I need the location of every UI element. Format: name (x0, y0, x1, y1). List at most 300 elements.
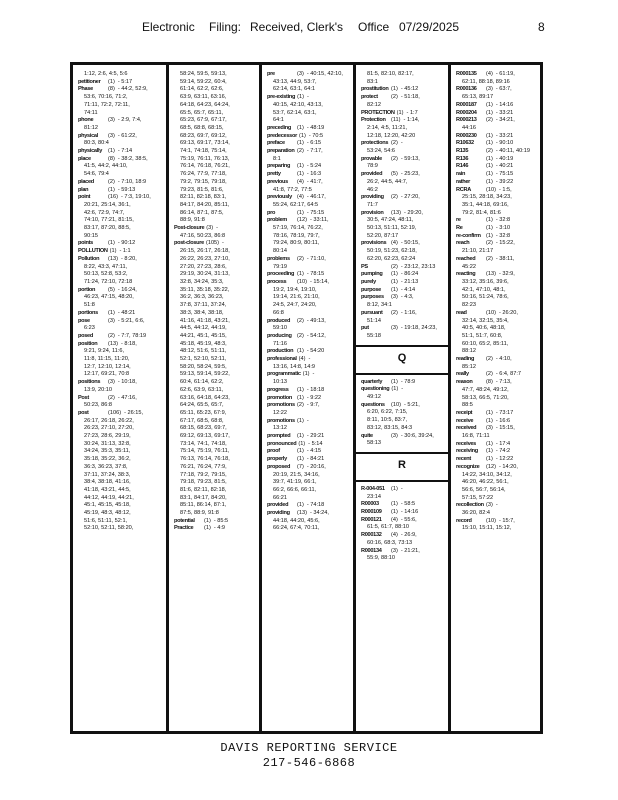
page-line-refs: 78:9 (404, 378, 416, 385)
page-line-refs: 48:19 (310, 124, 325, 131)
filing-header (0, 20, 618, 40)
page-line-refs: 23:14 (367, 493, 381, 500)
index-entry-continuation (174, 117, 257, 125)
index-entry (267, 171, 351, 179)
page-line-refs: 16:3 (310, 171, 322, 178)
index-entry (361, 240, 446, 248)
page-line-refs: 16:24, (121, 286, 137, 293)
index-entry-continuation (78, 448, 164, 456)
dash-separator: - (117, 78, 122, 85)
dash-separator: - (400, 509, 405, 516)
index-count: (1) (486, 171, 493, 178)
index-count: (10) (486, 517, 496, 524)
page-line-refs: 42:1, 47:10, 48:1, (462, 286, 506, 293)
dash-separator: - (120, 340, 125, 347)
index-count: (2) (108, 178, 115, 185)
index-entry-continuation (174, 140, 257, 148)
dash-separator: - (495, 356, 500, 363)
page-line-refs: 54:6, 79:4 (84, 171, 109, 178)
index-entry-continuation (361, 202, 446, 210)
index-entry (361, 433, 446, 441)
page-line-refs: 9:21, 9:24, 11:6, (84, 348, 125, 355)
index-term: promotion (267, 394, 292, 401)
page-line-refs: 4:9 (217, 525, 226, 532)
dash-separator: - (117, 309, 122, 316)
page-line-refs: 59:13, 59:14, 59:22, (180, 371, 230, 378)
page-line-refs: 83:1 (367, 78, 378, 85)
page-line-refs: 88:9, 91:8 (180, 217, 205, 224)
index-entry-continuation (78, 518, 164, 526)
index-entry (174, 225, 257, 233)
index-entry-continuation (174, 371, 257, 379)
index-entry (267, 318, 351, 326)
page-line-refs: 86:24 (404, 271, 419, 278)
page-line-refs: 82:11, 82:18, 83:1, (180, 194, 227, 201)
index-count: (2) (297, 332, 304, 339)
index-entry-continuation (456, 248, 538, 256)
page-line-refs: 11:8, 11:15, 11:20, (84, 356, 130, 363)
index-count: (1) (486, 163, 493, 170)
index-entry-continuation (456, 94, 538, 102)
index-term: proceeding (267, 271, 295, 278)
dash-separator: - (117, 394, 122, 401)
page-line-refs: 26:15, (127, 409, 144, 416)
page-line-refs: 63:16, 64:18, 64:23, (180, 394, 230, 401)
page-line-refs: 7:10, 18:9 (121, 178, 147, 185)
page-line-refs: 62:20, 62:23, 62:24 (367, 255, 416, 262)
index-term: post-closure (174, 240, 204, 247)
page-line-refs: 21:10, 21:17 (462, 248, 494, 255)
page-line-refs: 40:15, 42:10, 43:13, (273, 101, 323, 108)
dash-separator: - (306, 255, 311, 262)
page-line-refs: 54:20 (310, 348, 325, 355)
index-count: (2) (391, 94, 398, 101)
index-count: (3) (108, 379, 115, 386)
index-entry-continuation (174, 271, 257, 279)
page-number: 8 (538, 20, 545, 34)
page-line-refs: 23:12, 23:13 (404, 263, 436, 270)
dash-separator: - (306, 171, 311, 178)
index-term: receive (456, 417, 474, 424)
dash-separator: - (117, 86, 122, 93)
index-entry-continuation (174, 364, 257, 372)
dash-separator: - (495, 148, 500, 155)
index-column-3 (259, 65, 353, 731)
page-line-refs: 34:21, (499, 117, 515, 124)
index-entry-continuation (78, 171, 164, 179)
page-line-refs: 38:2, 38:5, (121, 155, 148, 162)
page-line-refs: 7:3, 19:10, (124, 194, 151, 201)
index-entry (267, 456, 351, 464)
page-line-refs: 24:5, 24:7, 24:20, (273, 302, 317, 309)
index-entry-continuation (456, 495, 538, 503)
index-count: (3) (391, 547, 398, 554)
dash-separator: - (400, 94, 405, 101)
index-entry-continuation (456, 510, 538, 518)
page-line-refs: 44:5, 44:12, 44:19, (180, 325, 227, 332)
index-entry-continuation (78, 217, 164, 225)
index-entry (267, 133, 351, 141)
index-entry (456, 140, 538, 148)
page-line-refs: 65:23, 67:9, 67:17, (180, 117, 227, 124)
index-entry (267, 140, 351, 148)
page-line-refs: 35:1, 44:18, 69:16, (462, 201, 509, 208)
index-count: (1) (486, 225, 493, 232)
index-entry-continuation (78, 233, 164, 241)
page-line-refs: 14:16 (404, 509, 419, 516)
header-label-office: Office (358, 20, 390, 34)
index-term: previously (267, 194, 292, 201)
page-line-refs: 15:15, (499, 425, 515, 432)
index-entry-continuation (78, 125, 164, 133)
index-count: (10) (486, 186, 496, 193)
index-entry (456, 464, 538, 472)
index-entry-continuation (456, 210, 538, 218)
index-entry (361, 171, 446, 179)
page-line-refs: 64:24, 65:5, 65:7, (180, 402, 224, 409)
index-entry (361, 264, 446, 272)
index-term: Post-closure (174, 225, 205, 232)
page-line-refs: 44:12, 44:19, 44:21, (84, 494, 134, 501)
page-line-refs: 4:14 (404, 286, 416, 293)
dash-separator: - (400, 171, 405, 178)
dash-separator: - (495, 255, 500, 262)
page-line-refs: 66:24, 67:4, 70:11, (273, 525, 320, 532)
page-line-refs: 15:7, (502, 517, 515, 524)
index-term: provided (267, 502, 289, 509)
page-line-refs: 50:15, (404, 240, 420, 247)
index-entry-continuation (174, 256, 257, 264)
index-entry (78, 341, 164, 349)
index-entry-continuation (361, 318, 446, 326)
index-entry-continuation (174, 510, 257, 518)
index-entry-continuation (174, 502, 257, 510)
page-line-refs: 29:21 (310, 433, 325, 440)
dash-separator: - (306, 71, 311, 77)
index-term: R000187 (456, 101, 477, 108)
dash-separator: - (312, 371, 315, 378)
page-line-refs: 50:19, 51:23, 62:18, (367, 248, 417, 255)
index-entry-continuation (456, 479, 538, 487)
header-label-received: Received, Clerk's (250, 20, 343, 34)
index-entry-continuation (174, 248, 257, 256)
index-term: place (78, 155, 91, 162)
dash-separator: - (117, 132, 122, 139)
page-line-refs: 43:13, 44:9, 53:7, (273, 78, 317, 85)
index-term: preparation (267, 148, 295, 155)
index-entry-continuation (267, 379, 351, 387)
dash-separator: - (117, 286, 122, 293)
page-line-refs: 61:5, 61:7, 88:10 (367, 524, 409, 531)
index-entry (78, 379, 164, 387)
index-term: R146 (456, 163, 469, 170)
index-term: quarterly (361, 378, 383, 385)
page-line-refs: 62:11, 88:18, 89:16 (462, 78, 510, 85)
page-line-refs: 61:19, (499, 71, 515, 77)
dash-separator: - (309, 278, 314, 285)
index-term: portion (78, 286, 96, 293)
index-entry (267, 125, 351, 133)
index-column-2 (166, 65, 259, 731)
index-entry-continuation (78, 464, 164, 472)
index-entry-continuation (267, 518, 351, 526)
index-count: (1) (391, 286, 398, 293)
index-term: R000230 (456, 132, 477, 139)
index-entry-continuation (174, 110, 257, 118)
index-count: (13) (108, 340, 118, 347)
page-line-refs: 20:16, (310, 463, 326, 470)
index-count: (2) (486, 148, 493, 155)
index-entry (267, 256, 351, 264)
index-entry-continuation (78, 163, 164, 171)
index-entry (456, 418, 538, 426)
index-entry-continuation (174, 102, 257, 110)
index-term: Pollution (78, 255, 100, 262)
dash-separator: - (306, 209, 311, 216)
index-count: (1) (391, 378, 398, 385)
dash-separator: - (498, 271, 503, 278)
index-entry-continuation (456, 264, 538, 272)
page-line-refs: 26:23, 27:10, 27:20, (84, 425, 134, 432)
index-term: recollection (456, 502, 484, 509)
index-entry-continuation (174, 171, 257, 179)
page-line-refs: 79:24, 80:9, 80:11, (273, 240, 320, 247)
index-entry (456, 71, 538, 79)
index-term: potential (174, 517, 195, 524)
page-line-refs: 27:20, (404, 194, 420, 201)
index-entry-continuation (267, 525, 351, 533)
index-count: (5) (391, 171, 398, 178)
index-term: position (78, 340, 98, 347)
index-count: (2) (486, 356, 493, 363)
index-term: read (456, 309, 467, 316)
index-entry-continuation (267, 294, 351, 302)
index-count: (2) (486, 255, 493, 262)
index-entry (456, 518, 538, 526)
index-term: recognize (456, 463, 480, 470)
index-count: (3) (391, 432, 398, 439)
page-line-refs: 27:23, 28:6, 29:19, (84, 433, 131, 440)
dash-separator: - (495, 163, 500, 170)
index-entry-continuation (78, 479, 164, 487)
index-term: RCRA (456, 186, 471, 193)
dash-separator: - (498, 186, 503, 193)
page-line-refs: 18:18 (310, 386, 325, 393)
index-term: re-confirm (456, 232, 481, 239)
index-entry (78, 179, 164, 187)
page-line-refs: 88:12 (462, 348, 476, 355)
index-entry-continuation (456, 194, 538, 202)
dash-separator: - (400, 378, 405, 385)
index-term: receiving (456, 448, 478, 455)
index-entry-continuation (267, 302, 351, 310)
index-entry-continuation (456, 387, 538, 395)
index-entry-continuation (174, 356, 257, 364)
index-entry-continuation (361, 102, 446, 110)
page-line-refs: 8:1 (273, 155, 281, 162)
page-line-refs: 51:6, 51:11, 52:1, (84, 517, 128, 524)
index-entry (78, 395, 164, 403)
page-line-refs: 44:21, 45:1, 45:15, (180, 332, 227, 339)
index-count: (10) (391, 401, 401, 408)
index-count: (1) (297, 171, 304, 178)
index-entry (361, 325, 446, 333)
dash-separator: - (498, 463, 503, 470)
index-count: (1) (486, 140, 493, 147)
index-column-5 (448, 65, 540, 731)
dash-separator: - (495, 240, 500, 247)
page-line-refs: 1:16, (404, 309, 417, 316)
page-line-refs: 21:21, (404, 547, 420, 554)
index-entry-continuation (267, 79, 351, 87)
index-entry-continuation (456, 279, 538, 287)
page-line-refs: 85:12 (462, 363, 476, 370)
index-entry-continuation (361, 417, 446, 425)
index-count: (2) (297, 402, 304, 409)
page-line-refs: 5:17 (121, 78, 133, 85)
index-entry-continuation (174, 86, 257, 94)
page-line-refs: 84:21 (310, 456, 325, 463)
index-count: (1) (486, 155, 493, 162)
index-entry-continuation (78, 110, 164, 118)
page-line-refs: 78:16, 78:19, 79:7, (273, 232, 320, 239)
index-count: (1) (297, 386, 304, 393)
dash-separator: - (306, 124, 311, 131)
page-line-refs: 30:6, 39:24, (404, 432, 434, 439)
page-line-refs: 59:13 (121, 186, 136, 193)
index-count: (12) (486, 463, 496, 470)
index-count: (1) (486, 109, 493, 116)
index-entry (361, 86, 446, 94)
page-line-refs: 58:24, 59:5, 59:13, (180, 71, 227, 77)
index-entry-continuation (361, 302, 446, 310)
page-line-refs: 73:14, 74:1, 74:18, (180, 440, 227, 447)
index-entry-continuation (174, 287, 257, 295)
index-count: (1) (108, 240, 115, 247)
page-line-refs: 40:11, 40:19 (499, 148, 530, 155)
index-term: R000136 (456, 86, 477, 93)
dash-separator: - (400, 263, 405, 270)
index-count: (1) (391, 278, 398, 285)
index-entry (456, 225, 538, 233)
index-count: (1) (486, 178, 493, 185)
index-entry (78, 156, 164, 164)
index-term: preparing (267, 163, 291, 170)
page-line-refs: 14:22, 34:10, 34:12, (462, 471, 512, 478)
index-count: (8) (108, 155, 115, 162)
page-line-refs: 35:11, 35:18, 35:22, (180, 286, 230, 293)
index-term: physical (78, 132, 98, 139)
page-line-refs: 47:16, (121, 394, 137, 401)
page-line-refs: 55:9, 88:10 (367, 555, 395, 562)
index-entry-continuation (174, 387, 257, 395)
index-term: Practice (174, 525, 194, 532)
page-line-refs: 33:11, (313, 217, 329, 224)
index-entry-continuation (361, 217, 446, 225)
index-term: PROTECTION (361, 109, 395, 116)
index-term: Protection (361, 117, 386, 124)
page-line-refs: 80:3, 80:4 (84, 140, 109, 147)
page-line-refs: 5:14 (311, 440, 323, 447)
index-entry (456, 448, 538, 456)
index-entry (456, 233, 538, 241)
page-line-refs: 17:4 (499, 440, 511, 447)
index-term: POLLUTION (78, 248, 108, 255)
index-count: (3) (108, 117, 115, 124)
dash-separator: - (117, 379, 122, 386)
index-entry (361, 287, 446, 295)
dash-separator: - (400, 240, 405, 247)
page-line-refs: 76:14, 76:18, 76:21, (180, 163, 230, 170)
index-term: proposed (267, 463, 291, 470)
page-line-refs: 68:15, 68:23, 69:7, (180, 425, 227, 432)
page-line-refs: 7:17, (310, 148, 323, 155)
dash-separator: - (495, 371, 500, 378)
index-entry (267, 464, 351, 472)
index-term: problem (267, 217, 287, 224)
index-count: (1) (297, 124, 304, 131)
page-line-refs: 74:18 (310, 502, 325, 509)
index-count: (1) (391, 485, 398, 492)
index-count: (1) (391, 501, 398, 508)
index-term: reason (456, 379, 473, 386)
index-count: (13) (297, 510, 307, 517)
index-count: (3) (486, 86, 493, 93)
index-term: post (78, 409, 89, 416)
index-entry-continuation (267, 156, 351, 164)
index-entry (361, 501, 446, 509)
index-term: purposes (361, 294, 384, 301)
page-line-refs: 48:21 (121, 309, 136, 316)
index-count: (1) (391, 509, 398, 516)
index-entry-continuation (174, 418, 257, 426)
index-entry-continuation (361, 225, 446, 233)
page-line-refs: 16:6 (499, 417, 511, 424)
index-count: (2) (391, 155, 398, 162)
index-term: R000132 (361, 532, 382, 539)
index-entry (456, 110, 538, 118)
page-line-refs: 6:23 (84, 325, 95, 332)
page-line-refs: 69:13, 69:17, 73:14, (180, 140, 230, 147)
page-line-refs: 45:19, 48:3, 48:12, (84, 510, 131, 517)
page-line-refs: 38:4, 38:18, 41:16, (84, 479, 131, 486)
dash-separator: - (495, 132, 500, 139)
index-count: (3) (108, 317, 115, 324)
dash-separator: - (308, 440, 312, 447)
index-count: (1) (486, 409, 493, 416)
page-line-refs: 3:10 (499, 225, 511, 232)
index-entry (78, 117, 164, 125)
dash-separator: - (117, 186, 122, 193)
index-term: rather (456, 178, 471, 185)
header-label-filing: Filing: (209, 20, 242, 34)
header-date: 07/29/2025 (399, 20, 460, 34)
index-count: (1) (486, 132, 493, 139)
page-line-refs: 46:2 (367, 186, 378, 193)
dash-separator: - (222, 240, 224, 247)
page-line-refs: 79:18, 79:23, 81:5, (180, 479, 227, 486)
index-entry-continuation (78, 302, 164, 310)
page-line-refs: 52:1, 52:10, 52:11, (180, 356, 227, 363)
index-term: R10632 (456, 140, 474, 147)
index-term: rain (456, 171, 466, 178)
index-entry-continuation (456, 402, 538, 410)
index-entry-continuation (174, 456, 257, 464)
page-line-refs: 58:13 (367, 440, 381, 447)
dash-separator: - (308, 356, 311, 363)
index-entry-continuation (78, 279, 164, 287)
page-line-refs: 10:18, (121, 379, 137, 386)
